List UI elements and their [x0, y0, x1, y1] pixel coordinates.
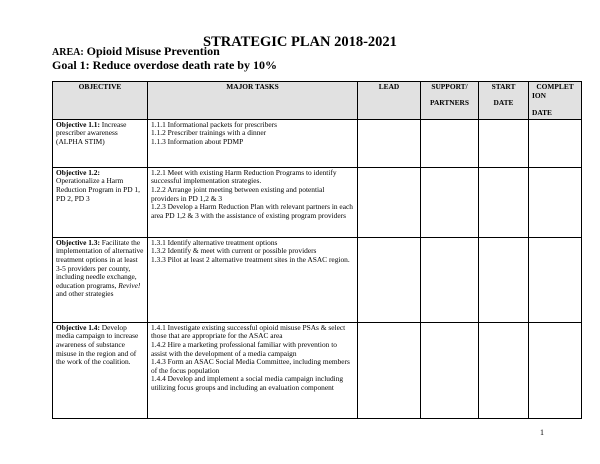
task-item: 1.4.4 Develop and implement a social media campaign including utilizing focus groups and including an evaluation component — [151, 374, 344, 392]
area-line — [52, 44, 220, 59]
support-cell — [421, 322, 479, 418]
table-row — [53, 167, 582, 237]
task-item: 1.2.1 Meet with existing Harm Reduction Programs to identify successful implementation strategies. — [151, 167, 337, 186]
tasks-cell — [148, 237, 358, 322]
col-completion-line1: COMPLET — [536, 82, 574, 91]
goal-heading: Goal 1: Reduce overdose death rate by 10% — [52, 58, 277, 72]
page-number: 1 — [540, 428, 544, 437]
support-cell — [421, 119, 479, 167]
task-item: 1.2.2 Arrange joint meeting between existing and potential providers in PD 1,2 & 3 — [151, 184, 325, 203]
start-date-cell — [479, 237, 529, 322]
task-item: 1.4.3 Form an ASAC Social Media Committee, including members of the focus population — [151, 357, 350, 375]
tasks-cell — [148, 322, 358, 418]
col-lead: LEAD — [358, 82, 421, 120]
col-completion-date — [529, 82, 582, 120]
start-date-cell — [479, 167, 529, 237]
col-support-line2: PARTNERS — [429, 97, 470, 107]
task-item: 1.3.1 Identify alternative treatment options — [151, 237, 278, 247]
objective-text: Increase prescriber awareness (ALPHA STIM) — [56, 119, 127, 146]
objective-cell — [53, 322, 148, 418]
task-item: 1.3.2 Identify & meet with current or possible providers — [151, 246, 317, 256]
objective-text: Develop media campaign to increase awareness of substance misuse in the region and of the work of the coalition. — [56, 322, 139, 367]
page-title: STRATEGIC PLAN 2018-2021 — [203, 34, 397, 50]
col-start-line1: START — [491, 82, 516, 91]
start-date-cell — [479, 119, 529, 167]
col-start-line2: DATE — [493, 97, 514, 107]
task-item: 1.2.3 Develop a Harm Reduction Plan with relevant partners in each area PD 1,2 & 3 with the assistance of existing program providers — [151, 202, 353, 220]
objective-text-tail: and other strategies — [56, 289, 114, 299]
completion-date-cell — [529, 237, 582, 322]
objective-label: Objective 1.3: — [56, 237, 100, 247]
col-objective: OBJECTIVE — [53, 82, 148, 120]
objective-text: Facilitate the implementation of alternative treatment options in at least 3-5 providers per county, including needle exchange, education programs, — [56, 237, 144, 290]
tasks-cell — [148, 119, 358, 167]
area-label: AREA: — [52, 47, 84, 58]
objective-label: Objective 1.4: — [56, 322, 100, 332]
col-completion-line2: ION — [532, 90, 546, 100]
col-support-partners — [421, 82, 479, 120]
task-item: 1.1.3 Information about PDMP — [151, 136, 244, 146]
tasks-cell — [148, 167, 358, 237]
col-start-date — [479, 82, 529, 120]
strategic-plan-table — [52, 81, 582, 419]
task-item: 1.1.2 Prescriber trainings with a dinner — [151, 128, 267, 138]
objective-label: Objective 1.1: — [56, 119, 100, 129]
task-item: 1.3.3 Pilot at least 2 alternative treatment sites in the ASAC region. — [151, 254, 350, 264]
lead-cell — [358, 119, 421, 167]
table-row — [53, 119, 582, 167]
task-item: 1.1.1 Informational packets for prescribers — [151, 119, 278, 129]
lead-cell — [358, 237, 421, 322]
completion-date-cell — [529, 322, 582, 418]
start-date-cell — [479, 322, 529, 418]
task-item: 1.4.2 Hire a marketing professional familiar with prevention to assist with the development of a media campaign — [151, 339, 337, 358]
table-row — [53, 237, 582, 322]
completion-date-cell — [529, 119, 582, 167]
task-item: 1.4.1 Investigate existing successful opioid misuse PSAs & select those that are appropriate for the ASAC area — [151, 322, 346, 341]
col-completion-line3: DATE — [532, 108, 552, 118]
table-row — [53, 322, 582, 418]
objective-cell — [53, 237, 148, 322]
col-major-tasks: MAJOR TASKS — [148, 82, 358, 120]
area-value: Opioid Misuse Prevention — [86, 44, 220, 58]
col-support-line1: SUPPORT/ — [431, 82, 468, 91]
objective-cell — [53, 167, 148, 237]
lead-cell — [358, 167, 421, 237]
objective-italic-text: Revive! — [118, 280, 141, 290]
objective-text: Operationalize a Harm Reduction Program in PD 1, PD 2, PD 3 — [56, 176, 140, 203]
objective-cell — [53, 119, 148, 167]
support-cell — [421, 167, 479, 237]
lead-cell — [358, 322, 421, 418]
objective-label: Objective 1.2: — [56, 167, 100, 177]
completion-date-cell — [529, 167, 582, 237]
table-header-row — [53, 82, 582, 120]
support-cell — [421, 237, 479, 322]
